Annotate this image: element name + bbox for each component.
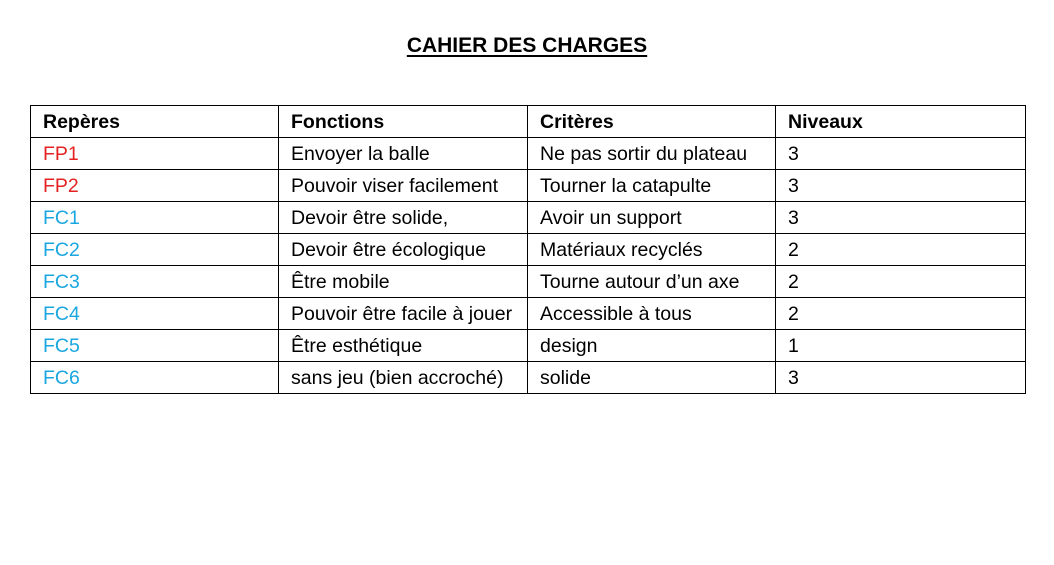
table-row [31,298,1026,330]
specifications-table [30,105,1026,394]
document-title: CAHIER DES CHARGES [406,34,648,57]
header-fonctions: Fonctions [279,106,528,138]
row-ref: FC1 [31,202,279,234]
row-niveau: 3 [776,170,1026,202]
row-critere: Accessible à tous [528,298,776,330]
table-row [31,330,1026,362]
row-fonction: Être esthétique [279,330,528,362]
row-ref: FC6 [31,362,279,394]
row-niveau: 3 [776,138,1026,170]
row-fonction: sans jeu (bien accroché) [279,362,528,394]
row-critere: Tourner la catapulte [528,170,776,202]
row-niveau: 2 [776,266,1026,298]
row-ref: FP2 [31,170,279,202]
row-niveau: 2 [776,298,1026,330]
row-niveau: 2 [776,234,1026,266]
row-niveau: 3 [776,362,1026,394]
header-reperes: Repères [31,106,279,138]
row-critere: Ne pas sortir du plateau [528,138,776,170]
table-row [31,266,1026,298]
row-ref: FC5 [31,330,279,362]
row-critere: Tourne autour d’un axe [528,266,776,298]
row-critere: solide [528,362,776,394]
table-row [31,138,1026,170]
row-fonction: Devoir être écologique [279,234,528,266]
row-ref: FC3 [31,266,279,298]
row-fonction: Devoir être solide, [279,202,528,234]
header-niveaux: Niveaux [776,106,1026,138]
table-row [31,170,1026,202]
row-ref: FP1 [31,138,279,170]
table-row [31,234,1026,266]
table-row [31,202,1026,234]
row-critere: Matériaux recyclés [528,234,776,266]
row-fonction: Pouvoir être facile à jouer [279,298,528,330]
row-ref: FC2 [31,234,279,266]
table-row [31,362,1026,394]
table-header-row [31,106,1026,138]
row-ref: FC4 [31,298,279,330]
row-fonction: Être mobile [279,266,528,298]
row-fonction: Pouvoir viser facilement [279,170,528,202]
row-critere: Avoir un support [528,202,776,234]
row-niveau: 3 [776,202,1026,234]
row-niveau: 1 [776,330,1026,362]
row-fonction: Envoyer la balle [279,138,528,170]
row-critere: design [528,330,776,362]
header-criteres: Critères [528,106,776,138]
